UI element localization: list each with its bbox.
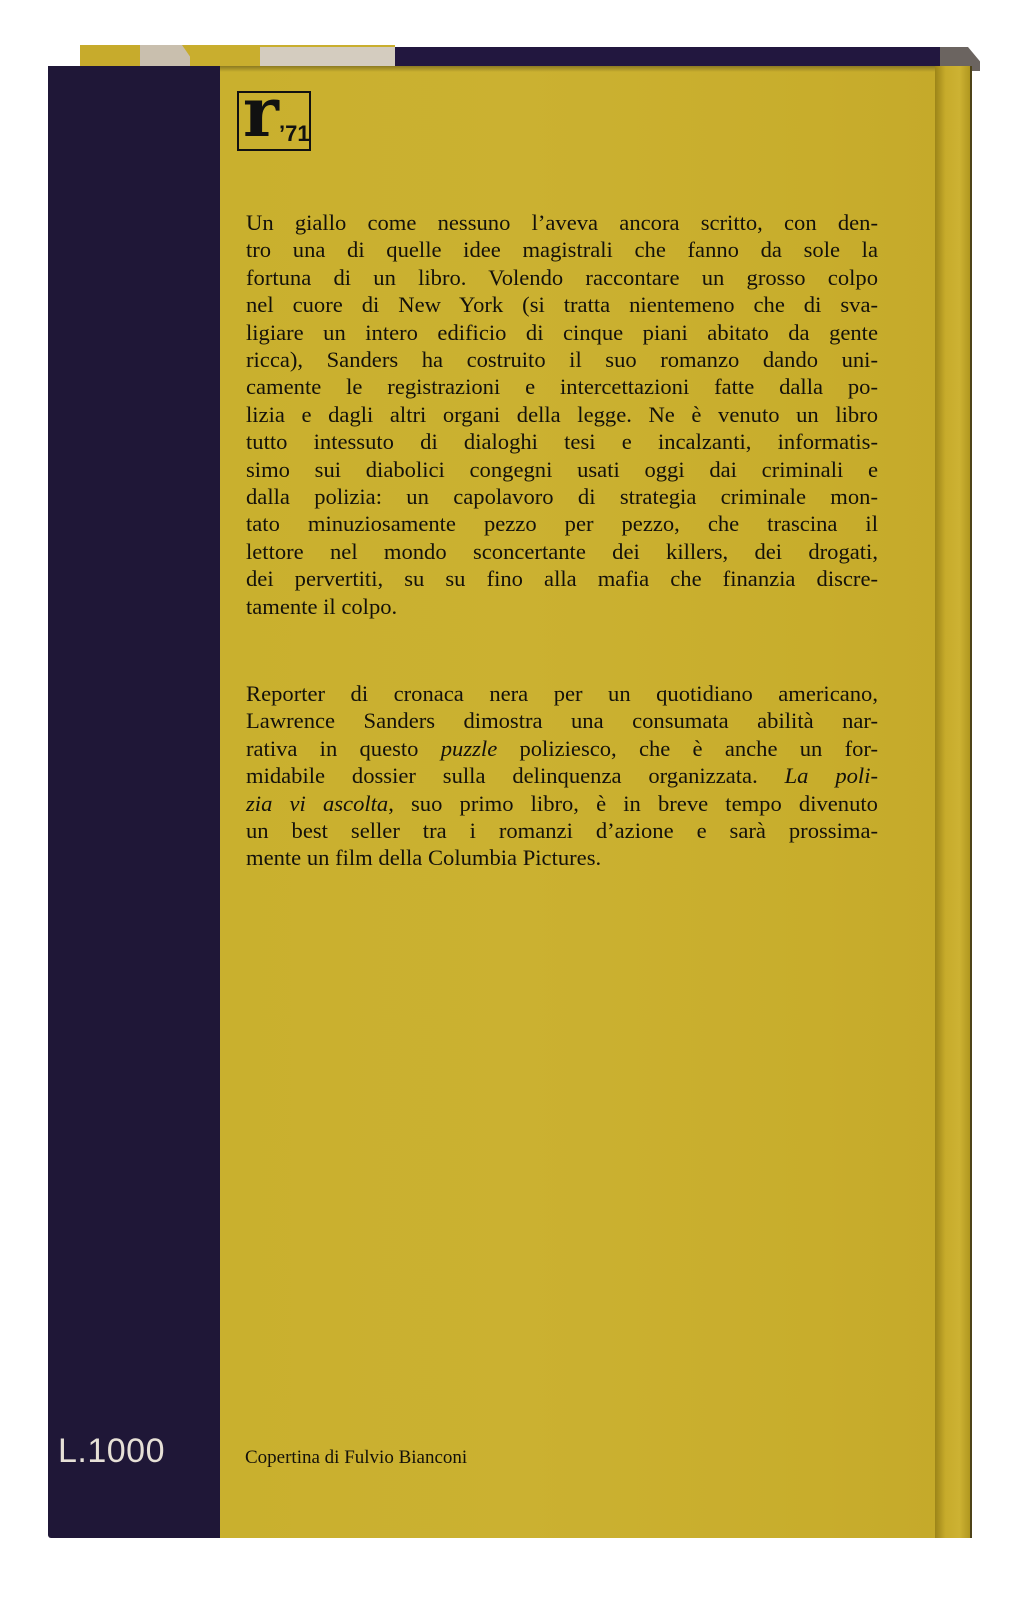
blurb-line: lettore nel mondo sconcertante dei killers, dei drogati,: [246, 538, 878, 564]
blurb-line: tamente il colpo.: [246, 593, 398, 619]
logo-letter: r: [243, 73, 279, 153]
blurb-line: lizia e dagli altri organi della legge. Ne è venuto un libro: [246, 401, 878, 427]
top-shadow: [220, 66, 970, 72]
blurb-line: tro una di quelle idee magistrali che fanno da sole la: [246, 237, 878, 263]
blurb-line: zia vi ascolta, suo primo libro, è in breve tempo divenuto: [246, 790, 878, 816]
blurb-line: rativa in questo puzzle poliziesco, che è anche un for-: [246, 735, 878, 761]
blurb-line: tutto intessuto di dialoghi tesi e incalzanti, informatis-: [246, 429, 878, 455]
blurb-line: dei pervertiti, su su fino alla mafia che finanzia discre-: [246, 566, 878, 592]
blurb-line: dalla polizia: un capolavoro di strategia criminale mon-: [246, 484, 878, 510]
italic-title: zia vi ascolta: [246, 790, 389, 816]
blurb-line: Lawrence Sanders dimostra una consumata abilità nar-: [246, 708, 878, 734]
blurb-paragraph-2: [246, 680, 878, 872]
blurb-line: midabile dossier sulla delinquenza organizzata. La poli-: [246, 763, 878, 789]
italic-title: La poli-: [784, 763, 878, 789]
blurb-paragraph-1: [246, 209, 878, 620]
dark-spine-band: [48, 66, 220, 1538]
blurb-line: ligiare un intero edificio di cinque piani abitato da gente: [246, 319, 878, 345]
blurb-line: Reporter di cronaca nera per un quotidiano americano,: [246, 681, 878, 706]
blurb-line: ricca), Sanders ha costruito il suo romanzo dando uni-: [246, 347, 878, 373]
blurb-line: fortuna di un libro. Volendo raccontare un grosso colpo: [246, 264, 878, 290]
cover-credit: Copertina di Fulvio Bianconi: [245, 1447, 468, 1468]
blurb-line: nel cuore di New York (si tratta nientemeno che di sva-: [246, 292, 878, 318]
logo-year: ’71: [279, 121, 310, 146]
italic-title: puzzle: [440, 735, 498, 761]
blurb-line: Un giallo come nessuno l’aveva ancora scritto, con den-: [246, 210, 878, 235]
right-hinge: [935, 66, 972, 1538]
price-label: L.1000: [58, 1432, 165, 1470]
blurb-line: un best seller tra i romanzi d’azione e sarà prossima-: [246, 818, 878, 844]
blurb-line: camente le registrazioni e intercettazioni fatte dalla po-: [246, 374, 878, 400]
blurb-line: simo sui diabolici congegni usati oggi dai criminali e: [246, 456, 878, 482]
blurb-line: tato minuziosamente pezzo per pezzo, che trascina il: [246, 511, 878, 537]
publisher-logo-icon: [237, 73, 311, 153]
blurb-line: mente un film della Columbia Pictures.: [246, 845, 602, 871]
